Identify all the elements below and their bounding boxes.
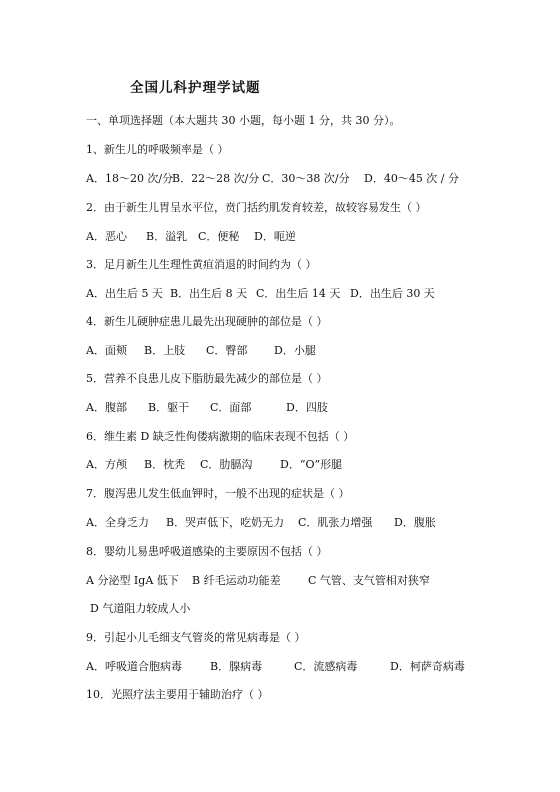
question-9-options [86, 658, 465, 674]
option-c: C．流感病毒 [294, 660, 358, 673]
option-b: B．出生后 8 天 [170, 287, 248, 300]
option-c: C．肋膈沟 [200, 458, 253, 471]
question-1-options [86, 170, 459, 186]
option-b: B．上肢 [144, 344, 186, 357]
option-a: A．全身乏力 [86, 516, 149, 529]
option-a: A 分泌型 IgA 低下 [86, 574, 179, 587]
option-b: B．腺病毒 [210, 660, 263, 673]
option-d: D．出生后 30 天 [350, 287, 435, 300]
question-8-options [86, 572, 430, 588]
option-d: D．40～45 次 / 分 [364, 172, 460, 185]
option-c: C．肌张力增强 [298, 516, 373, 529]
question-2: 2．由于新生儿胃呈水平位，贲门括约肌发育较差，故较容易发生（ ） [86, 201, 427, 214]
option-c: C．面部 [210, 401, 252, 414]
question-7: 7．腹泻患儿发生低血钾时，一般不出现的症状是（ ） [86, 487, 350, 500]
option-c: C．臀部 [206, 344, 248, 357]
question-5: 5．营养不良患儿皮下脂肪最先减少的部位是（ ） [86, 372, 328, 385]
option-a: A．呼吸道合胞病毒 [86, 660, 182, 673]
question-2-options [86, 228, 296, 244]
question-4-options [86, 342, 316, 358]
question-9: 9．引起小儿毛细支气管炎的常见病毒是（ ） [86, 631, 306, 644]
question-3-options [86, 285, 435, 301]
question-7-options [86, 514, 436, 530]
option-a: A．面颊 [86, 344, 127, 357]
option-d: D．四肢 [286, 401, 328, 414]
option-b: B 纤毛运动功能差 [192, 574, 281, 587]
question-3: 3．足月新生儿生理性黄疸消退的时间约为（ ） [86, 258, 317, 271]
option-a: A．出生后 5 天 [86, 287, 163, 300]
question-8: 8．婴幼儿易患呼吸道感染的主要原因不包括（ ） [86, 545, 328, 558]
option-c: C．出生后 14 天 [256, 287, 341, 300]
option-d: D．腹胀 [394, 516, 436, 529]
option-d: D．“O”形腿 [280, 458, 343, 471]
question-6-options [86, 456, 342, 472]
option-c: C．便秘 [198, 230, 240, 243]
option-b: B．哭声低下，吃奶无力 [166, 516, 285, 529]
option-c: C 气管、支气管相对狭窄 [308, 574, 430, 587]
question-8-option-d: D 气道阻力较成人小 [90, 602, 191, 615]
option-a: A．方颅 [86, 458, 127, 471]
question-10: 10．光照疗法主要用于辅助治疗（ ） [86, 688, 269, 701]
question-6: 6．维生素 D 缺乏性佝偻病激期的临床表现不包括（ ） [86, 430, 355, 443]
option-b: B．溢乳 [146, 230, 188, 243]
question-1: 1、新生儿的呼吸频率是（ ） [86, 143, 229, 156]
option-a: A．恶心 [86, 230, 127, 243]
question-5-options [86, 399, 328, 415]
option-c: C．30～38 次/分 [262, 172, 350, 185]
option-d: D．呃逆 [254, 230, 296, 243]
exam-title: 全国儿科护理学试题 [130, 80, 261, 96]
section-heading: 一、单项选择题（本大题共 30 小题，每小题 1 分，共 30 分）。 [86, 114, 401, 127]
question-4: 4．新生儿硬肿症患儿最先出现硬肿的部位是（ ） [86, 315, 328, 328]
option-b: B．枕秃 [144, 458, 186, 471]
option-d: D．柯萨奇病毒 [390, 660, 465, 673]
option-b: B．22～28 次/分 [172, 172, 260, 185]
option-a: A．18～20 次/分 [86, 172, 174, 185]
option-d: D．小腿 [274, 344, 316, 357]
option-a: A．腹部 [86, 401, 127, 414]
option-b: B．躯干 [148, 401, 190, 414]
